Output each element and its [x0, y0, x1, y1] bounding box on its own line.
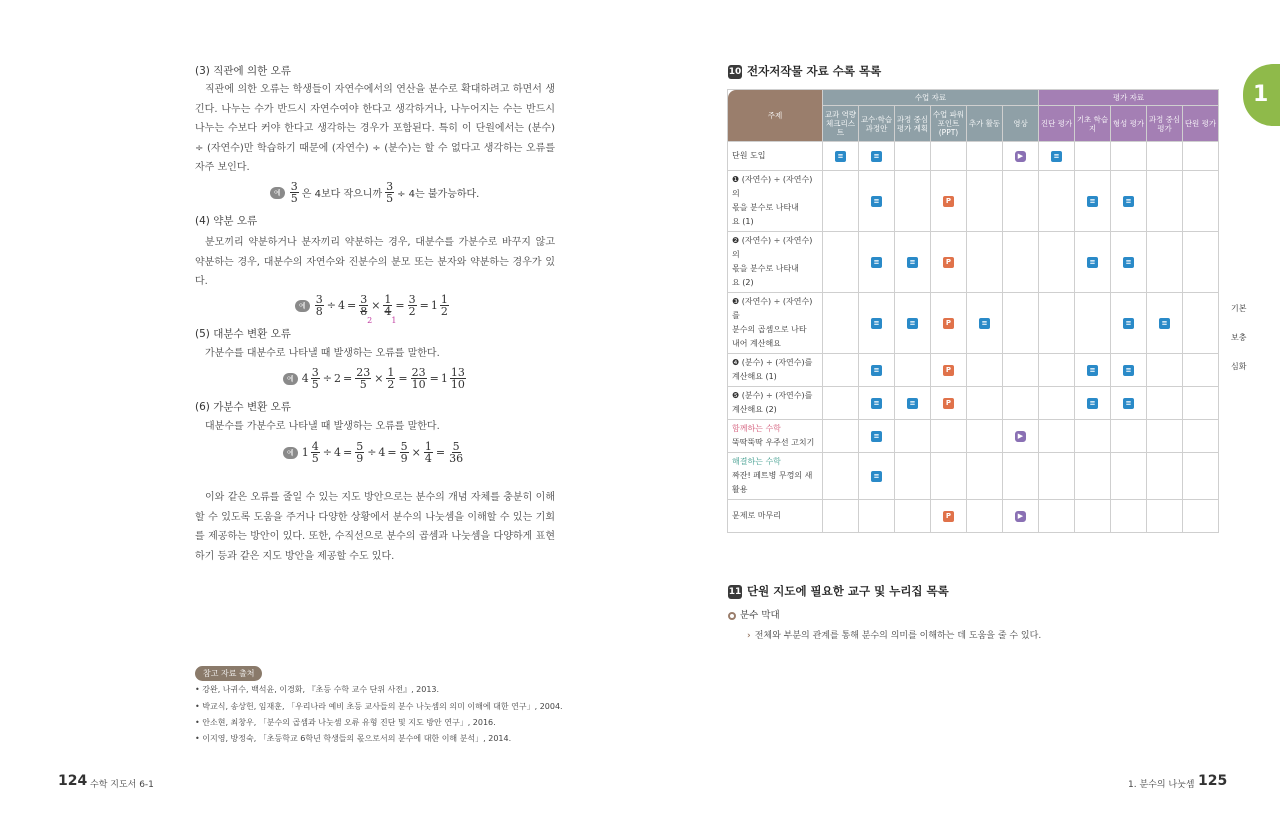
resource-cell — [1039, 232, 1075, 293]
topic-line: 문제로 마무리 — [732, 511, 781, 520]
section-10-title: 전자저작물 자료 수록 목록 — [747, 64, 882, 78]
topic-cell — [728, 232, 823, 293]
closing-paragraph — [195, 488, 555, 566]
resource-cell — [931, 142, 967, 171]
resource-cell — [895, 387, 931, 420]
table-row — [728, 387, 1259, 420]
resource-cell — [967, 354, 1003, 387]
document-icon[interactable]: ≡ — [1087, 257, 1098, 268]
resource-cell — [967, 500, 1003, 533]
example-badge: 예 — [283, 447, 298, 459]
resource-cell — [1003, 171, 1039, 232]
document-icon[interactable]: ≡ — [1123, 318, 1134, 329]
tool-name: 분수 막대 — [740, 610, 780, 621]
resource-cell — [823, 171, 859, 232]
class-col-header: 영상 — [1003, 106, 1039, 142]
example-badge: 예 — [295, 300, 310, 312]
resource-cell — [1183, 387, 1219, 420]
document-icon[interactable]: ≡ — [1123, 398, 1134, 409]
topic-line: 분수의 곱셈으로 나타 — [732, 325, 807, 334]
level-label: 기본 — [1231, 303, 1247, 313]
document-icon[interactable]: ≡ — [1123, 196, 1134, 207]
example-badge: 예 — [270, 187, 285, 199]
ppt-icon[interactable]: P — [943, 365, 954, 376]
table-row — [728, 142, 1259, 171]
resource-cell — [967, 232, 1003, 293]
ppt-icon[interactable]: P — [943, 257, 954, 268]
topic-line: 활용 — [732, 485, 748, 494]
resource-cell — [823, 354, 859, 387]
resource-cell — [1075, 453, 1111, 500]
section-6-title: (6) 가분수 변환 오류 — [195, 401, 291, 413]
resource-cell — [1075, 354, 1111, 387]
bullet-circle-icon — [728, 612, 736, 620]
table-row — [728, 500, 1259, 533]
video-icon[interactable]: ▶ — [1015, 151, 1026, 162]
resource-cell — [859, 354, 895, 387]
topic-cell — [728, 293, 823, 354]
resource-cell — [931, 387, 967, 420]
table-row — [728, 453, 1259, 500]
resource-cell — [859, 500, 895, 533]
example-3 — [270, 181, 481, 204]
resource-cell — [1183, 293, 1219, 354]
topic-line: 계산해요 (2) — [732, 405, 777, 414]
resource-cell — [895, 500, 931, 533]
topic-line: 해결하는 수학 — [732, 457, 781, 466]
table-body — [728, 142, 1259, 533]
document-icon[interactable]: ≡ — [907, 398, 918, 409]
reference-item: • 박교식, 송상헌, 임재훈, 「우리나라 예비 초등 교사들의 분수 나눗셈의 의미 이해에 대한 연구」, 2004. — [195, 702, 563, 711]
section-3-paragraph — [195, 80, 555, 178]
topic-cell — [728, 171, 823, 232]
resource-cell — [823, 420, 859, 453]
resource-cell — [1039, 453, 1075, 500]
topic-line: 요 (1) — [732, 217, 754, 226]
table-row — [728, 420, 1259, 453]
video-icon[interactable]: ▶ — [1015, 431, 1026, 442]
resource-cell — [1075, 293, 1111, 354]
example-6: 예 1 $\frac{4}{5}$ ÷ 4 = $\frac{5}{9}$ ÷ 4 = $\frac{5}{9}$ × $\frac{1}{4}$ = $\frac{5}{36}$ — [283, 441, 465, 464]
resource-cell — [1147, 293, 1183, 354]
resource-cell — [859, 293, 895, 354]
resource-cell — [1075, 142, 1111, 171]
resource-cell — [1075, 232, 1111, 293]
resource-cell — [823, 293, 859, 354]
topic-cell — [728, 420, 823, 453]
example-4: 예 $\frac{3}{8}$ ÷ 4 = 3 8 2 × 1 4 1 = $\frac{3}{2}$ = 1 $\frac{1}{2}$ — [295, 294, 450, 317]
level-label: 심화 — [1231, 361, 1247, 371]
section-10-heading — [728, 63, 881, 79]
section-5-text: 가분수를 대분수로 나타낼 때 발생하는 오류를 말한다. — [205, 348, 440, 359]
resource-cell — [1039, 354, 1075, 387]
section-number-badge: 11 — [728, 586, 742, 597]
level-label: 보충 — [1231, 332, 1247, 342]
document-icon[interactable]: ≡ — [871, 471, 882, 482]
resource-cell — [1039, 420, 1075, 453]
video-icon[interactable]: ▶ — [1015, 511, 1026, 522]
resource-cell — [1003, 232, 1039, 293]
resource-cell — [931, 232, 967, 293]
topic-line: ❸ (자연수) ÷ (자연수)를 — [732, 297, 813, 320]
table-row — [728, 232, 1259, 293]
resource-cell — [1111, 354, 1147, 387]
document-icon[interactable]: ≡ — [1087, 196, 1098, 207]
resource-cell — [1147, 500, 1183, 533]
section-11-title: 단원 지도에 필요한 교구 및 누리집 목록 — [747, 584, 949, 598]
document-icon[interactable]: ≡ — [871, 398, 882, 409]
resource-cell — [1003, 500, 1039, 533]
resource-cell — [823, 142, 859, 171]
section-6-text: 대분수를 가분수로 나타낼 때 발생하는 오류를 말한다. — [205, 421, 440, 432]
resource-cell — [895, 420, 931, 453]
resource-cell — [967, 387, 1003, 420]
document-icon[interactable]: ≡ — [1123, 365, 1134, 376]
topic-line: 계산해요 (1) — [732, 372, 777, 381]
resource-cell — [895, 293, 931, 354]
example-badge: 예 — [283, 373, 298, 385]
resource-cell — [1075, 387, 1111, 420]
resource-cell — [1003, 354, 1039, 387]
resource-cell — [1147, 232, 1183, 293]
book-title: 수학 지도서 6-1 — [90, 780, 154, 790]
topic-line: 짜잔! 페트병 무껑의 새 — [732, 471, 813, 480]
section-11-heading — [728, 583, 949, 599]
document-icon[interactable]: ≡ — [871, 365, 882, 376]
example-text: ÷ 4는 불가능하다. — [397, 189, 480, 200]
document-icon[interactable]: ≡ — [871, 431, 882, 442]
resource-cell — [1183, 142, 1219, 171]
section-6-paragraph — [195, 417, 555, 437]
document-icon[interactable]: ≡ — [1087, 365, 1098, 376]
resource-cell — [1111, 232, 1147, 293]
topic-line: ❷ (자연수) ÷ (자연수)의 — [732, 236, 813, 259]
resource-cell — [1183, 420, 1219, 453]
topic-cell — [728, 387, 823, 420]
section-3-title: (3) 직관에 의한 오류 — [195, 65, 291, 77]
resource-cell — [931, 500, 967, 533]
example-5: 예 4 $\frac{3}{5}$ ÷ 2 = $\frac{23}{5}$ × $\frac{1}{2}$ = $\frac{23}{10}$ = 1 $\frac{13}{10}$ — [283, 367, 467, 390]
page-number-right: 125 — [1198, 773, 1228, 789]
resource-cell — [1183, 232, 1219, 293]
resource-cell — [895, 142, 931, 171]
eval-col-header: 진단 평가 — [1039, 106, 1075, 142]
resource-cell — [895, 232, 931, 293]
topic-header: 주제 — [728, 90, 823, 142]
tool-description-text: 전체와 부분의 관계를 통해 분수의 의미를 이해하는 데 도움을 줄 수 있다. — [754, 631, 1042, 641]
table-row — [728, 171, 1259, 232]
resource-table — [727, 89, 1259, 533]
reference-label: 참고 자료 출처 — [195, 666, 262, 681]
document-icon[interactable]: ≡ — [907, 257, 918, 268]
resource-cell — [1075, 171, 1111, 232]
fraction: $\frac{3}{5}$ — [290, 180, 298, 205]
resource-cell — [1147, 142, 1183, 171]
document-icon[interactable]: ≡ — [871, 257, 882, 268]
resource-cell — [1039, 500, 1075, 533]
ppt-icon[interactable]: P — [943, 511, 954, 522]
resource-cell — [931, 453, 967, 500]
topic-line: ❶ (자연수) ÷ (자연수)의 — [732, 175, 813, 198]
resource-cell — [1003, 420, 1039, 453]
ppt-icon[interactable]: P — [943, 318, 954, 329]
resource-cell — [967, 420, 1003, 453]
document-icon[interactable]: ≡ — [871, 318, 882, 329]
resource-cell — [1003, 142, 1039, 171]
table-row — [728, 293, 1259, 354]
reference-item: • 안소현, 최창우, 「분수의 곱셈과 나눗셈 오류 유형 진단 및 지도 방안 연구」, 2016. — [195, 718, 496, 727]
table-row — [728, 354, 1259, 387]
chevron-right-icon: › — [747, 631, 751, 641]
chapter-name: 1. 분수의 나눗셈 — [1128, 780, 1195, 790]
section-3-text: 직관에 의한 오류는 학생들이 자연수에서의 연산을 분수로 확대하려고 하면서 생긴다. 나누는 수가 반드시 자연수여야 한다고 생각하거나, 나누어지는 수는 반드시 나누는 수보다 커야 한다고 생각하는 경우가 포함된다. 특히 이 단원에서는 (분수) ÷ (자연수)만 학습하기 때문에 (자연수) ÷ (분수)는 할 수 없다고 생각하는 오류를 자주 보인다. — [195, 84, 555, 173]
example-text: 은 4보다 작으니까 — [301, 189, 383, 200]
topic-line: 뚝딱뚝딱 우주선 고치기 — [732, 438, 815, 447]
topic-cell — [728, 500, 823, 533]
resource-cell — [1111, 293, 1147, 354]
resource-cell — [895, 453, 931, 500]
right-page — [640, 0, 1280, 814]
class-col-header: 수업 파워포인트 (PPT) — [931, 106, 967, 142]
resource-cell — [823, 232, 859, 293]
section-5-title: (5) 대분수 변환 오류 — [195, 328, 291, 340]
page-number-left: 124 — [58, 773, 88, 789]
eval-col-header: 과정 중심 평가 — [1147, 106, 1183, 142]
resource-cell — [1183, 453, 1219, 500]
resource-cell — [1147, 420, 1183, 453]
evaluation-materials-header: 평가 자료 — [1039, 90, 1219, 106]
resource-cell — [931, 293, 967, 354]
resource-cell — [1003, 387, 1039, 420]
eval-col-header: 형성 평가 — [1111, 106, 1147, 142]
section-4-title: (4) 약분 오류 — [195, 215, 258, 227]
resource-cell — [1039, 387, 1075, 420]
document-icon[interactable]: ≡ — [1051, 151, 1062, 162]
resource-cell — [859, 232, 895, 293]
topic-line: 요 (2) — [732, 278, 754, 287]
resource-cell — [1147, 171, 1183, 232]
resource-cell — [967, 453, 1003, 500]
reference-item: • 강완, 나귀수, 백석윤, 이경화, 『초등 수학 교수 단위 사전』, 2013. — [195, 685, 440, 694]
class-col-header: 과정 중심 평가 계획 — [895, 106, 931, 142]
resource-cell — [1003, 453, 1039, 500]
resource-cell — [823, 453, 859, 500]
resource-cell — [1147, 453, 1183, 500]
class-col-header: 추가 활동 — [967, 106, 1003, 142]
class-col-header: 교수·학습 과정안 — [859, 106, 895, 142]
resource-cell — [1111, 387, 1147, 420]
topic-line: ❺ (분수) ÷ (자연수)를 — [732, 391, 813, 400]
eval-col-header: 단원 평가 — [1183, 106, 1219, 142]
document-icon[interactable]: ≡ — [1123, 257, 1134, 268]
section-number-badge: 10 — [728, 66, 742, 77]
resource-cell — [1111, 453, 1147, 500]
resource-cell — [859, 420, 895, 453]
resource-cell — [1111, 500, 1147, 533]
resource-cell — [1183, 171, 1219, 232]
topic-line: ❹ (분수) ÷ (자연수)를 — [732, 358, 813, 367]
closing-text: 이와 같은 오류를 줄일 수 있는 지도 방안으로는 분수의 개념 자체를 충분히 이해할 수 있도록 도움을 주거나 다양한 상황에서 분수의 나눗셈을 이해할 수 있는 기회를 제공하는 방안이 있다. 또한, 수직선으로 분수의 곱셈과 나눗셈을 다양하게 표현하기 등과 같은 지도 방안을 제공할 수도 있다. — [195, 492, 555, 562]
document-icon[interactable]: ≡ — [835, 151, 846, 162]
resource-cell — [1039, 142, 1075, 171]
ppt-icon[interactable]: P — [943, 196, 954, 207]
resource-cell — [1183, 500, 1219, 533]
document-icon[interactable]: ≡ — [907, 318, 918, 329]
resource-cell — [967, 142, 1003, 171]
level-column — [1219, 142, 1259, 533]
ppt-icon[interactable]: P — [943, 398, 954, 409]
topic-cell — [728, 354, 823, 387]
section-4-paragraph — [195, 233, 555, 292]
resource-cell — [859, 453, 895, 500]
section-4-text: 분모끼리 약분하거나 분자끼리 약분하는 경우, 대분수를 가분수로 바꾸지 않고 약분하는 경우, 대분수의 자연수와 진분수의 분모 또는 분자와 약분하는 경우가 있다. — [195, 237, 555, 287]
resource-cell — [1039, 293, 1075, 354]
resource-cell — [859, 387, 895, 420]
resource-cell — [823, 387, 859, 420]
resource-cell — [967, 293, 1003, 354]
resource-cell — [1111, 171, 1147, 232]
topic-line: 함께하는 수학 — [732, 424, 781, 433]
class-col-header: 교과 역량 체크리스트 — [823, 106, 859, 142]
document-icon[interactable]: ≡ — [871, 196, 882, 207]
topic-line: 몫을 분수로 나타내 — [732, 264, 799, 273]
resource-cell — [1111, 420, 1147, 453]
document-icon[interactable]: ≡ — [1159, 318, 1170, 329]
resource-cell — [895, 354, 931, 387]
document-icon[interactable]: ≡ — [1087, 398, 1098, 409]
resource-cell — [1183, 354, 1219, 387]
eval-col-header: 기초 학습지 — [1075, 106, 1111, 142]
resource-cell — [967, 171, 1003, 232]
resource-cell — [823, 500, 859, 533]
topic-line: 몫을 분수로 나타내 — [732, 203, 799, 212]
resource-cell — [1147, 354, 1183, 387]
topic-line: 내어 계산해요 — [732, 339, 781, 348]
section-5-paragraph — [195, 344, 555, 364]
resource-cell — [1075, 500, 1111, 533]
resource-cell — [1111, 142, 1147, 171]
tool-description — [747, 628, 1041, 641]
document-icon[interactable]: ≡ — [979, 318, 990, 329]
class-materials-header: 수업 자료 — [823, 90, 1039, 106]
reference-header — [195, 661, 262, 681]
chapter-tab: 1 — [1243, 64, 1280, 126]
document-icon[interactable]: ≡ — [871, 151, 882, 162]
reference-item: • 이지영, 방정숙, 「초등학교 6학년 학생들의 몫으로서의 분수에 대한 이해 분석」, 2014. — [195, 734, 512, 743]
tool-item — [728, 607, 780, 621]
resource-cell — [1003, 293, 1039, 354]
resource-cell — [1147, 387, 1183, 420]
resource-cell — [931, 171, 967, 232]
topic-cell — [728, 142, 823, 171]
fraction: $\frac{3}{5}$ — [386, 180, 394, 205]
resource-cell — [1039, 171, 1075, 232]
topic-line: 단원 도입 — [732, 151, 766, 160]
resource-cell — [859, 171, 895, 232]
topic-cell — [728, 453, 823, 500]
resource-cell — [931, 354, 967, 387]
resource-cell — [895, 171, 931, 232]
resource-cell — [859, 142, 895, 171]
resource-cell — [1075, 420, 1111, 453]
resource-cell — [931, 420, 967, 453]
